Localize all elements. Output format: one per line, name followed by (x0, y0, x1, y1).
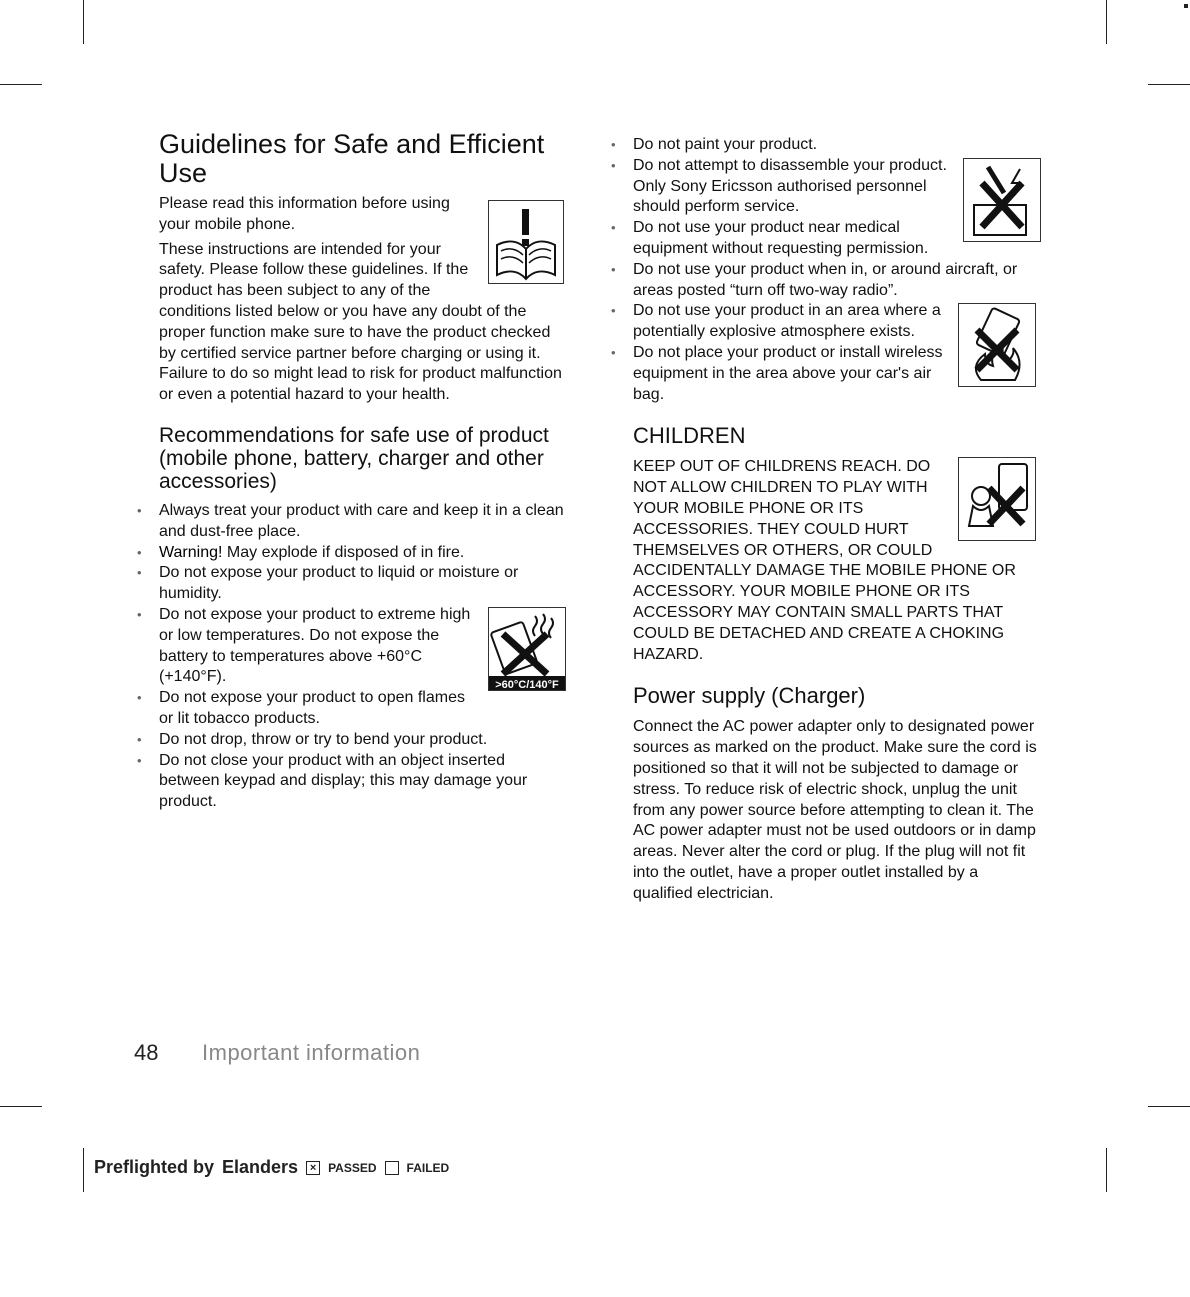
right-list (633, 135, 1038, 405)
list-item: • Do not use your product in an area where a potentially explosive atmosphere exists. (633, 301, 1038, 343)
temperature-warning-icon (488, 607, 566, 691)
temperature-icon-label: • >60°C/140°F (495, 678, 559, 691)
power-supply-paragraph: Connect the AC power adapter only to designated power sources as marked on the product. Make sure the cord is positioned so that it will not be subjected to damage or stress. To reduce risk of electric shock, unplug the unit from any power source before attempting to clean it. The AC power adapter must not be used outdoors or in damp areas. Never alter the cord or plug. If the plug will not fit into the outlet, have a proper outlet installed by a qualified electrician. (633, 718, 1037, 902)
list-item: • Do not expose your product to open flames or lit tobacco products. (159, 688, 564, 730)
crop-mark (83, 0, 84, 44)
preflight-stamp (94, 1157, 449, 1178)
list-item: • Do not use your product near medical equipment without requesting permission. (633, 218, 1038, 260)
children-paragraph: KEEP OUT OF CHILDRENS REACH. DO NOT ALLOW CHILDREN TO PLAY WITH YOUR MOBILE PHONE OR ITS ACCESSORIES. THEY COULD HURT THEMSELVES OR OTHERS, OR COULD ACCIDENTALLY DAMAGE THE MOBILE PHONE OR ACCESSORY. YOUR MOBILE PHONE OR ITS ACCESSORY MAY CONTAIN SMALL PARTS THAT COULD BE DETACHED AND CREATE A CHOKING HAZARD. (633, 458, 1016, 663)
preflight-prefix: Preflighted by (94, 1157, 215, 1177)
section-title: Important information (202, 1040, 421, 1065)
failed-checkbox (385, 1161, 399, 1175)
list-item: • Always treat your product with care and keep it in a clean and dust-free place. (159, 501, 564, 543)
passed-checkbox: × (306, 1161, 320, 1175)
manual-warning-icon (488, 200, 564, 284)
crop-mark (0, 1106, 42, 1107)
list-item: • Do not drop, throw or try to bend your product. (159, 730, 564, 751)
crop-mark (1148, 1106, 1190, 1107)
left-column (159, 130, 564, 813)
page-number: 48 (134, 1040, 159, 1065)
list-item: • >60°C/140°F Do not expose your product to extreme high or low temperatures. Do not expose the battery to temperatures above +60°C (+140°F). (159, 605, 564, 688)
failed-label: FAILED (406, 1160, 450, 1175)
elanders-logo: Elanders (222, 1157, 299, 1177)
list-item: • Do not use your product when in, or around aircraft, or areas posted “turn off two-way radio”. (633, 260, 1038, 302)
warning-label: Warning! (159, 543, 223, 561)
list-item: • Do not paint your product. (633, 135, 1038, 156)
crop-mark (1148, 84, 1190, 85)
crop-mark (0, 84, 42, 85)
power-supply-heading: Power supply (Charger) (633, 683, 866, 709)
crop-mark (1106, 1148, 1107, 1192)
list-item: • Warning! May explode if disposed of in fire. (159, 543, 564, 564)
list-item: • Do not place your product or install wireless equipment in the area above your car's air bag. (633, 343, 1038, 405)
right-column (633, 135, 1038, 909)
recommendations-heading: Recommendations for safe use of product (mobile phone, battery, charger and other accessories) (159, 423, 549, 493)
crop-mark (1106, 0, 1107, 44)
recommendations-list (159, 501, 564, 813)
list-item: • Do not expose your product to liquid or moisture or humidity. (159, 563, 564, 605)
passed-label: PASSED (328, 1160, 377, 1175)
page-title: Guidelines for Safe and Efficient Use (159, 129, 545, 188)
list-item: • Do not close your product with an object inserted between keypad and display; this may damage your product. (159, 751, 564, 813)
safety-paragraph: These instructions are intended for your safety. Please follow these guidelines. If the product has been subject to any of the conditions listed below or you have any doubt of the proper function make sure to have the product checked by certified service partner before charging or using it. Failure to do so might lead to risk for product malfunction or even a potential hazard to your health. (159, 240, 562, 404)
children-heading: CHILDREN (633, 423, 746, 449)
children-warning-icon (958, 457, 1036, 541)
registration-dot (1184, 4, 1188, 8)
crop-mark (83, 1148, 84, 1192)
intro-paragraph: Please read this information before using your mobile phone. (159, 195, 450, 233)
list-item: • Do not attempt to disassemble your product. Only Sony Ericsson authorised personnel should perform service. (633, 156, 1038, 218)
